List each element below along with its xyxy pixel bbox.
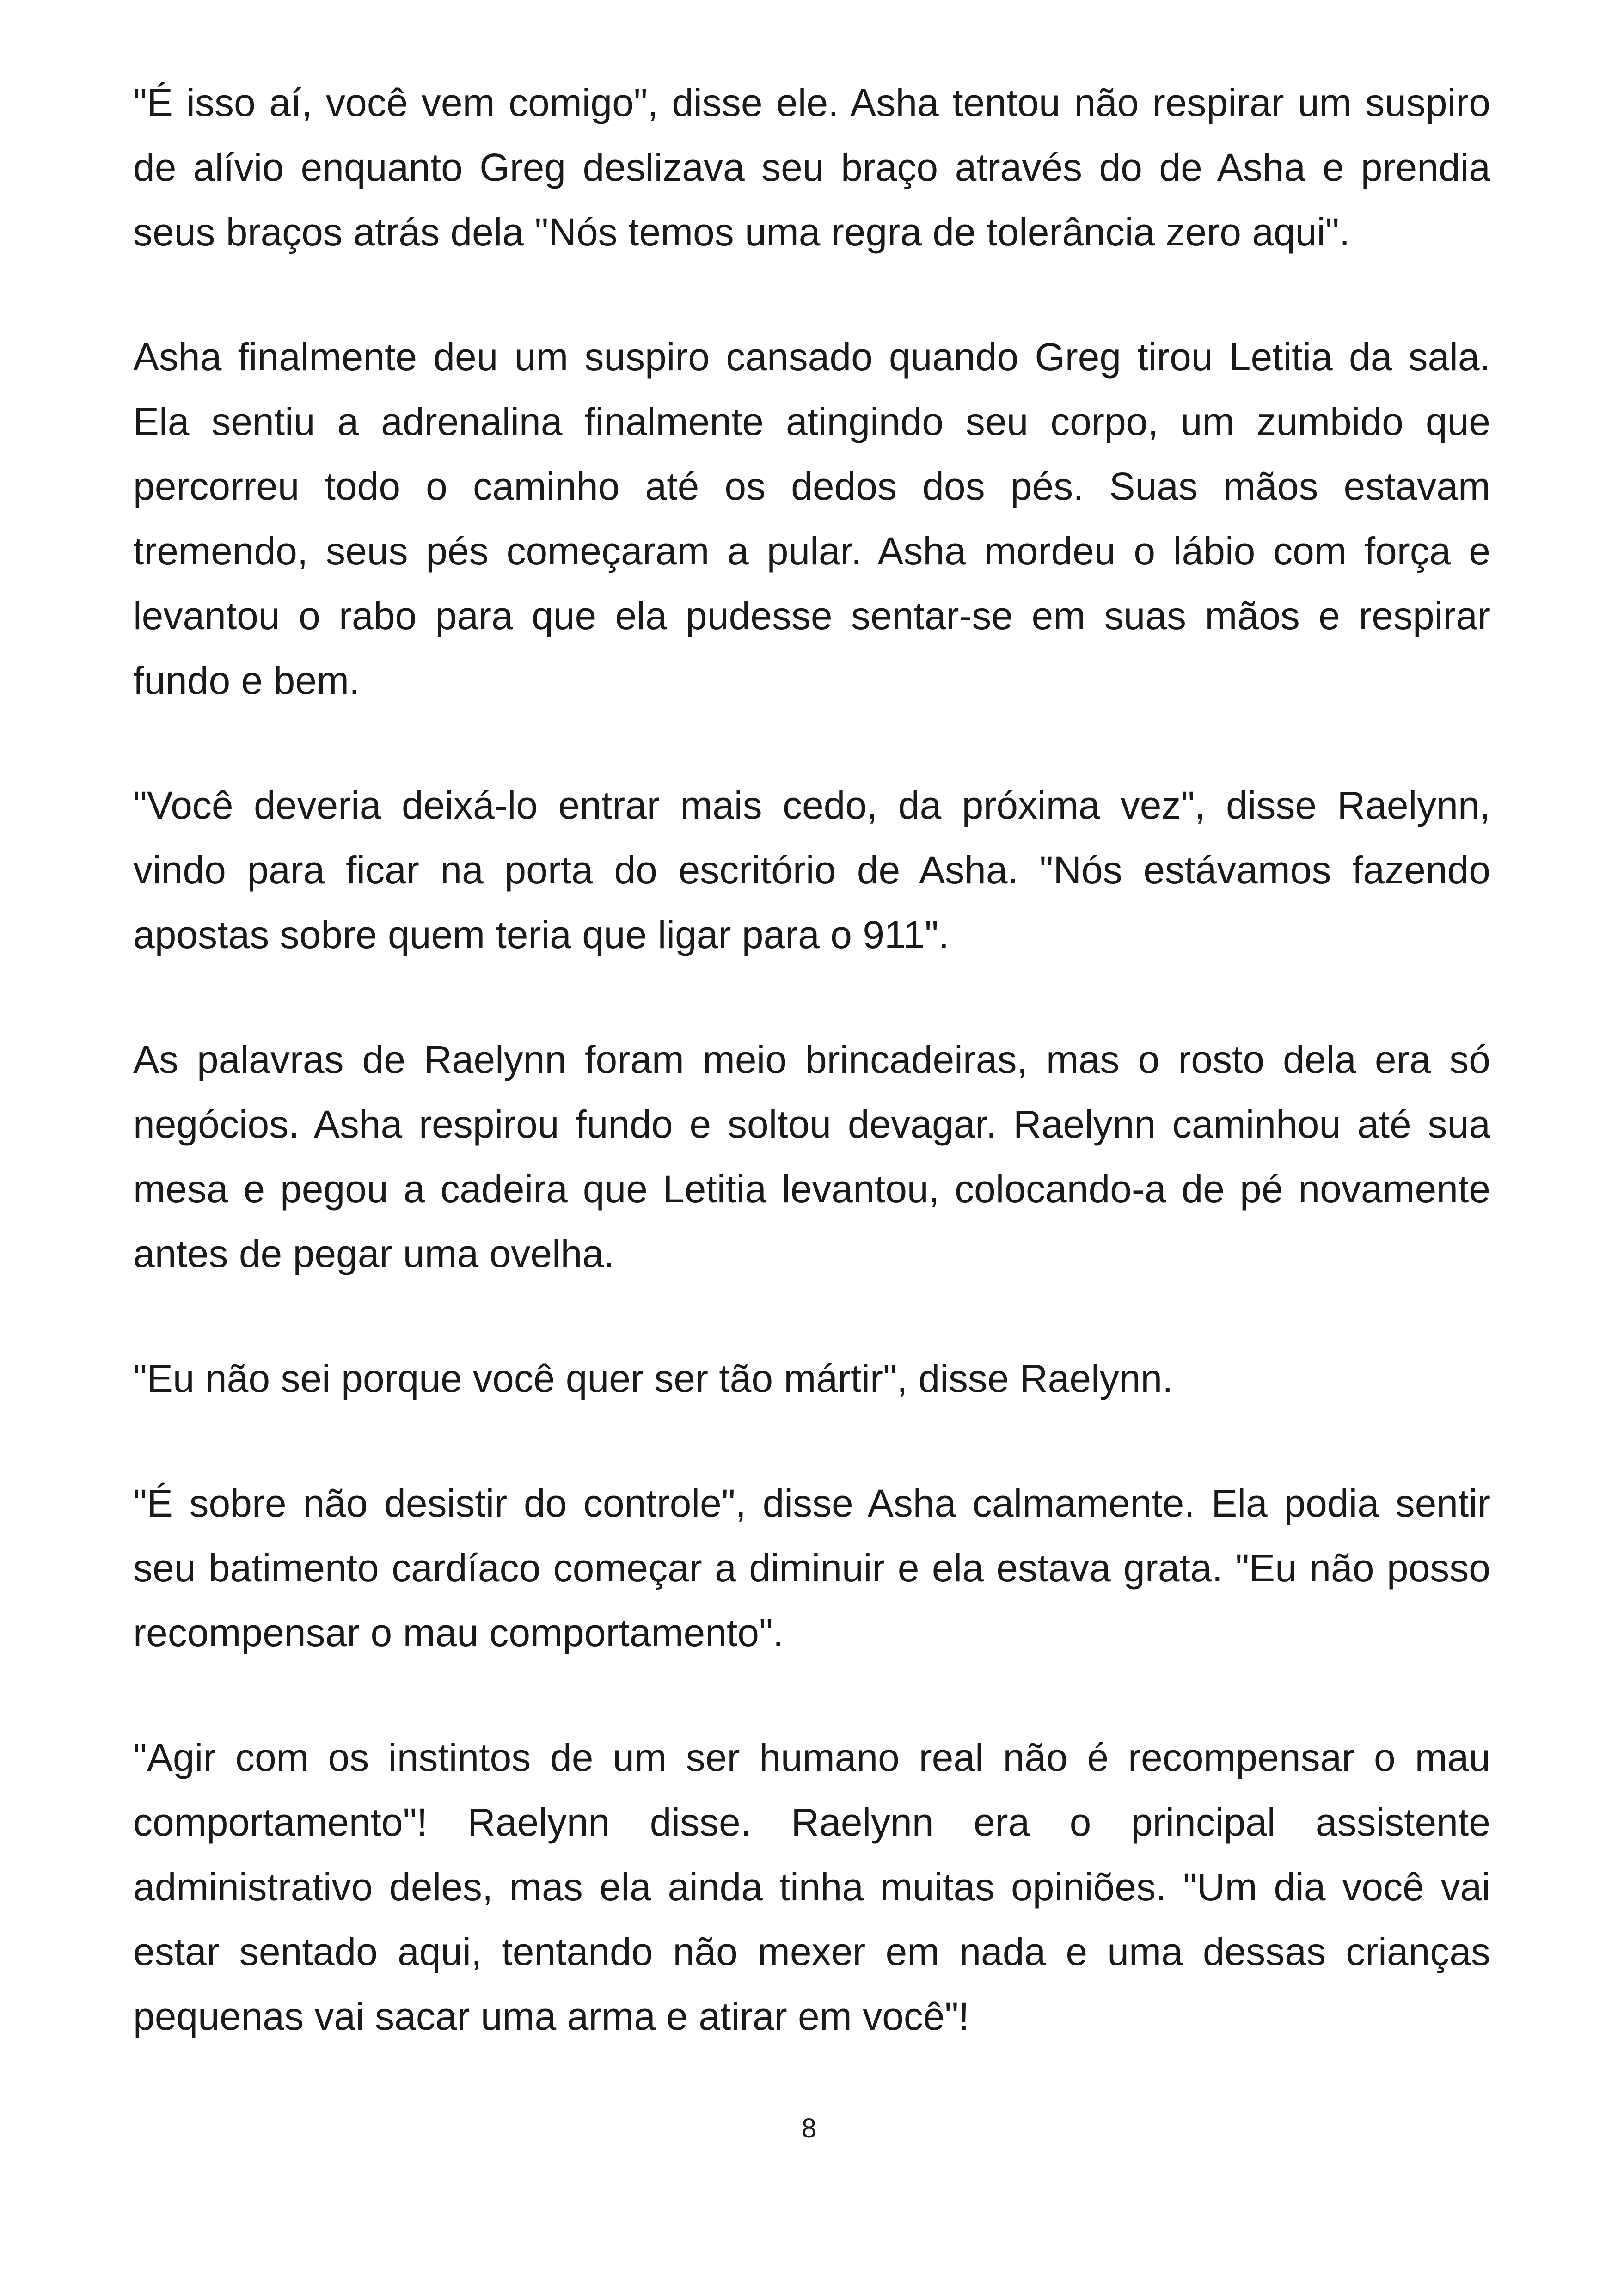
- paragraph-1: "É isso aí, você vem comigo", disse ele. Asha tentou não respirar um suspiro de alívio enquanto Greg deslizava seu braço através do de Asha e prendia seus braços atrás dela "Nós temos uma regra de tolerância zero aqui".: [133, 81, 1490, 254]
- paragraph-2: Asha finalmente deu um suspiro cansado quando Greg tirou Letitia da sala. Ela sentiu a adrenalina finalmente atingindo seu corpo, um zumbido que percorreu todo o caminho até os dedos dos pés. Suas mãos estavam tremendo, seus pés começaram a pular. Asha mordeu o lábio com força e levantou o rabo para que ela pudesse sentar-se em suas mãos e respirar fundo e bem.: [133, 335, 1490, 702]
- paragraph-6: "É sobre não desistir do controle", disse Asha calmamente. Ela podia sentir seu batimento cardíaco começar a diminuir e ela estava grata. "Eu não posso recompensar o mau comportamento".: [133, 1482, 1490, 1654]
- paragraph-5: "Eu não sei porque você quer ser tão mártir", disse Raelynn.: [133, 1357, 1173, 1400]
- paragraph-4: As palavras de Raelynn foram meio brincadeiras, mas o rosto dela era só negócios. Asha respirou fundo e soltou devagar. Raelynn caminhou até sua mesa e pegou a cadeira que Letitia levantou, colocando-a de pé novamente antes de pegar uma ovelha.: [133, 1038, 1490, 1275]
- paragraph-7: "Agir com os instintos de um ser humano real não é recompensar o mau comportamento"! Raelynn disse. Raelynn era o principal assistente administrativo deles, mas ela ainda tinha muitas opiniões. "Um dia você vai estar sentado aqui, tentando não mexer em nada e uma dessas crianças pequenas vai sacar uma arma e atirar em você"!: [133, 1736, 1490, 2038]
- page-number: 8: [801, 2113, 817, 2143]
- page-body: [133, 70, 1490, 2109]
- paragraph-3: "Você deveria deixá-lo entrar mais cedo, da próxima vez", disse Raelynn, vindo para ficar na porta do escritório de Asha. "Nós estávamos fazendo apostas sobre quem teria que ligar para o 911".: [133, 784, 1490, 956]
